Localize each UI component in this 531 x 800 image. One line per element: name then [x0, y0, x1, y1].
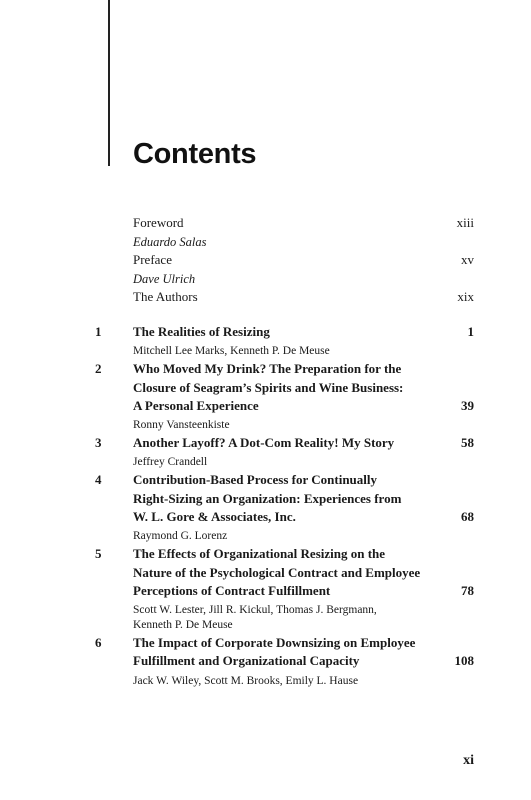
chapter-page: 108 — [454, 653, 474, 668]
chapter-page: 68 — [461, 509, 474, 524]
chapter-title-line[interactable]: Who Moved My Drink? The Preparation for the — [133, 361, 402, 376]
toc-entry-authors[interactable]: The Authors — [133, 289, 198, 304]
chapter-number: 5 — [95, 546, 102, 561]
chapter-authors: Mitchell Lee Marks, Kenneth P. De Meuse — [133, 345, 330, 357]
chapter-authors: Ronny Vansteenkiste — [133, 419, 230, 431]
chapter-number: 4 — [95, 472, 102, 487]
page-folio: xi — [463, 753, 474, 768]
toc-entry-foreword[interactable]: Foreword — [133, 215, 184, 230]
vertical-rule — [108, 0, 110, 166]
chapter-authors: Jack W. Wiley, Scott M. Brooks, Emily L. Hause — [133, 675, 359, 687]
chapter-title-line[interactable]: The Effects of Organizational Resizing on the — [133, 546, 386, 561]
chapter-title-line[interactable]: Another Layoff? A Dot-Com Reality! My Story — [133, 435, 395, 450]
chapter-title-line[interactable]: Right-Sizing an Organization: Experiences from — [133, 491, 402, 506]
chapter-authors: Raymond G. Lorenz — [133, 530, 228, 542]
chapter-title-line[interactable]: The Realities of Resizing — [133, 324, 270, 339]
toc-page-foreword: xiii — [456, 215, 474, 230]
chapter-number: 3 — [95, 435, 102, 450]
chapter-title-line[interactable]: Nature of the Psychological Contract and Employee — [133, 565, 421, 580]
chapter-authors: Kenneth P. De Meuse — [133, 619, 233, 631]
toc-author-preface: Dave Ulrich — [133, 272, 196, 286]
chapter-number: 1 — [95, 324, 102, 339]
toc-author-foreword: Eduardo Salas — [133, 235, 207, 249]
chapter-title-line[interactable]: The Impact of Corporate Downsizing on Employee — [133, 635, 416, 650]
chapter-title-line[interactable]: A Personal Experience — [133, 398, 259, 413]
chapter-page: 58 — [461, 435, 474, 450]
chapter-number: 2 — [95, 361, 102, 376]
toc-page-preface: xv — [461, 252, 474, 267]
chapter-authors: Scott W. Lester, Jill R. Kickul, Thomas J. Bergmann, — [133, 604, 377, 616]
chapter-title-line[interactable]: Contribution-Based Process for Continually — [133, 472, 378, 487]
toc-page-authors: xix — [457, 289, 474, 304]
page-title: Contents — [133, 138, 257, 170]
chapter-page: 1 — [467, 324, 474, 339]
toc-entry-preface[interactable]: Preface — [133, 252, 172, 267]
chapter-title-line[interactable]: W. L. Gore & Associates, Inc. — [133, 509, 296, 524]
chapter-page: 78 — [461, 583, 474, 598]
chapter-page: 39 — [461, 398, 474, 413]
chapter-title-line[interactable]: Closure of Seagram’s Spirits and Wine Business: — [133, 380, 404, 395]
chapter-title-line[interactable]: Perceptions of Contract Fulfillment — [133, 583, 331, 598]
chapter-title-line[interactable]: Fulfillment and Organizational Capacity — [133, 653, 360, 668]
chapter-number: 6 — [95, 635, 102, 650]
chapter-authors: Jeffrey Crandell — [133, 456, 208, 468]
